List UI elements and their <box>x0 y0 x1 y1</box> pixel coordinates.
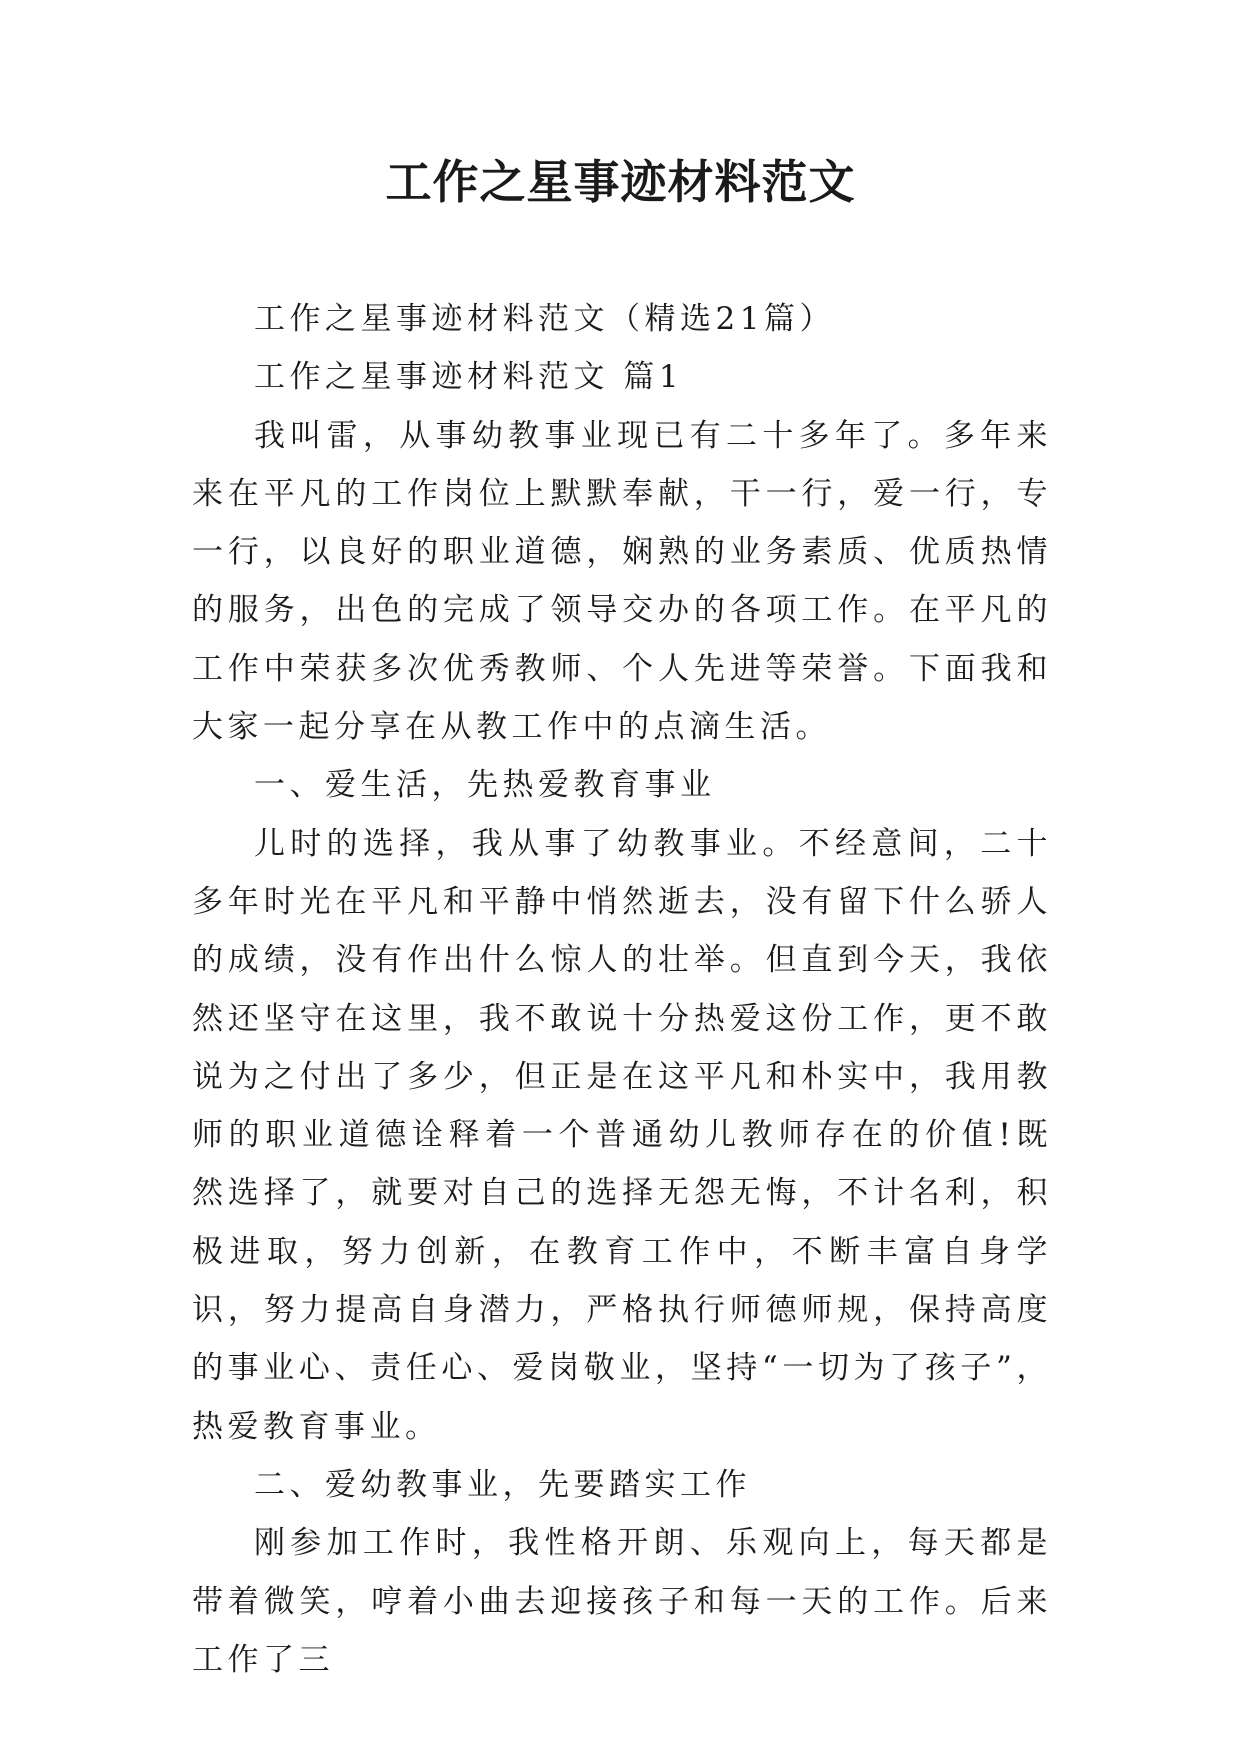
section-heading: 工作之星事迹材料范文 篇1 <box>254 359 684 396</box>
subtitle-paragraph: 工作之星事迹材料范文（精选21篇） <box>254 301 835 337</box>
document-title: 工作之星事迹材料范文 <box>385 155 856 209</box>
body-paragraph: 儿时的选择，我从事了幼教事业。不经意间，二十多年时光在平凡和平静中悄然逝去，没有留下什么骄人的成绩，没有作出什么惊人的壮举。但直到今天，我依然还坚守在这里，我不敢说十分热爱这份工作，更不敢说为之付出了多少，但正是在这平凡和朴实中，我用教师的职业道德诠释着一个普通幼儿教师存在的价值!既然选择了，就要对自己的选择无怨无悔，不计名利，积极进取，努力创新，在教育工作中，不断丰富自身学识，努力提高自身潜力，严格执行师德师规，保持高度的事业心、责任心、爱岗敬业，坚持“一切为了孩子”，热爱教育事业。 <box>192 825 1052 1445</box>
body-paragraph: 我叫雷，从事幼教事业现已有二十多年了。多年来来在平凡的工作岗位上默默奉献，干一行，爱一行，专一行，以良好的职业道德，娴熟的业务素质、优质热情的服务，出色的完成了领导交办的各项工作。在平凡的工作中荣获多次优秀教师、个人先进等荣誉。下面我和大家一起分享在从教工作中的点滴生活。 <box>192 417 1052 746</box>
section-heading: 一、爱生活，先热爱教育事业 <box>254 767 716 804</box>
section-heading: 二、爱幼教事业，先要踏实工作 <box>254 1466 751 1503</box>
document-body <box>192 290 1052 1689</box>
body-paragraph: 刚参加工作时，我性格开朗、乐观向上，每天都是带着微笑，哼着小曲去迎接孩子和每一天的工作。后来工作了三 <box>192 1525 1052 1678</box>
